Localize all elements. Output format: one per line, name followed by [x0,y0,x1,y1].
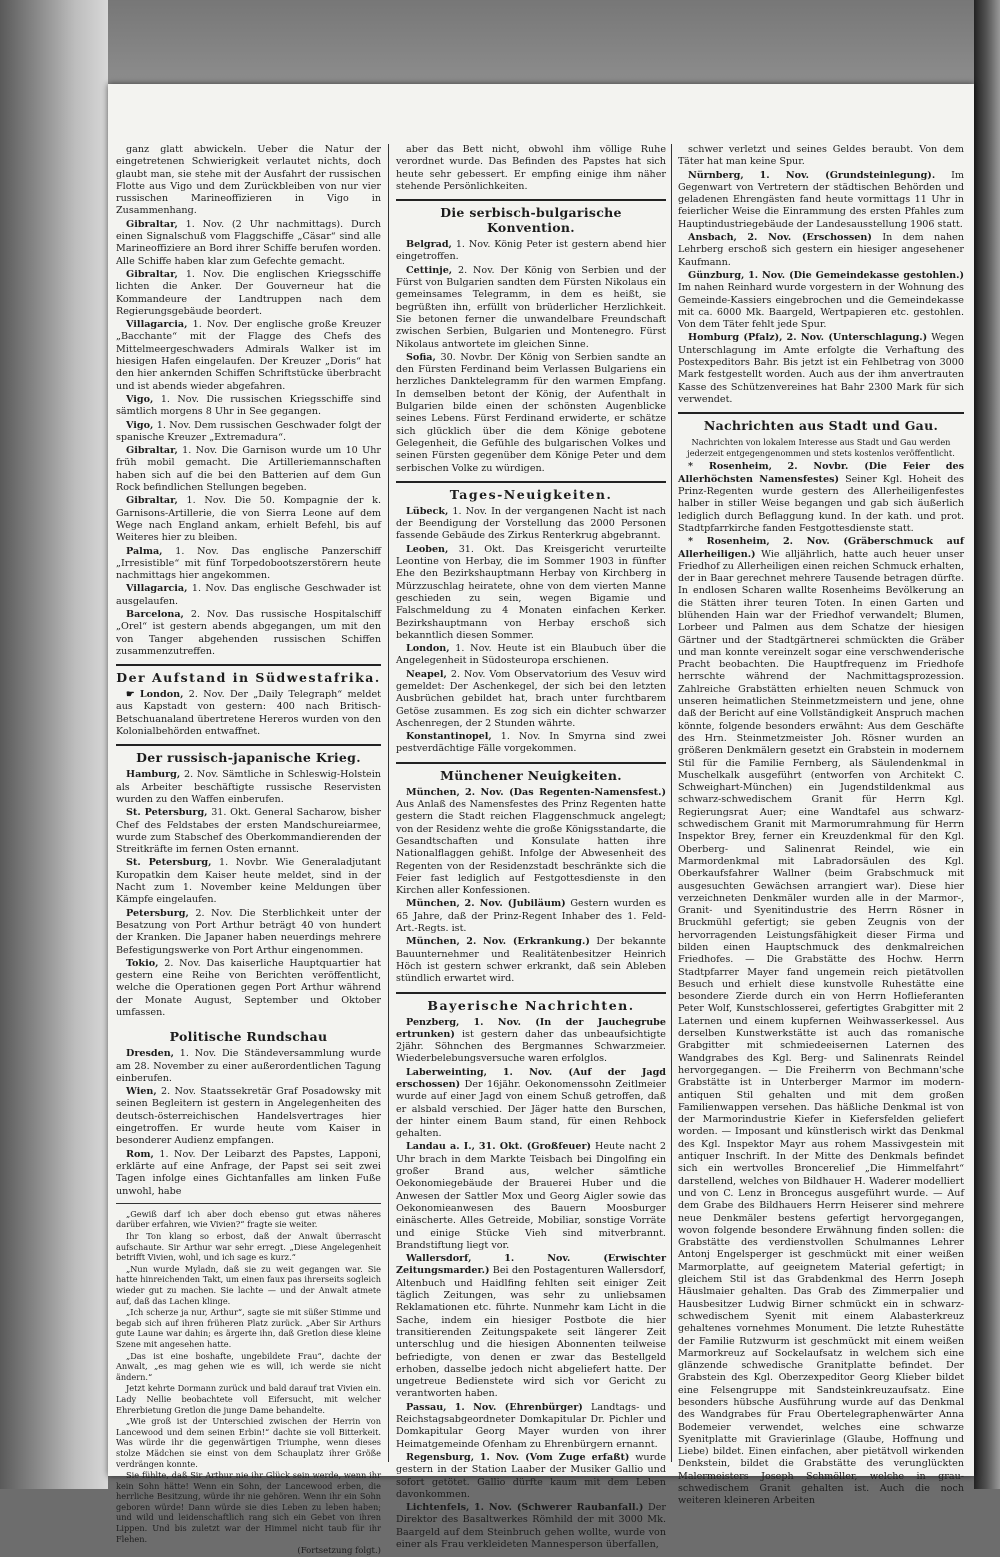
news-item: Homburg (Pfalz), 2. Nov. (Unterschlagung.) Wegen Unterschlagung im Amte erfolgte die Verhaftung des Postexpeditors Bahr. Bis jetzt ist ein Fehlbetrag von 3000 Mark festgestellt worden. Auch aus der ihm anvertrauten Kasse des Schützenvereines hat Bahr 2300 Mark für sich verwendet. [678,332,964,405]
pointing-hand-icon: ☛ [126,689,135,701]
continuation-note: (Fortsetzung folgt.) [297,1546,381,1557]
paragraph: aber das Bett nicht, obwohl ihm völlige Ruhe verordnet wurde. Das Befinden des Papstes hat sich heute sehr gebessert. Er empfing einige ihm näher stehende Persönlichkeiten. [396,144,666,192]
feuilleton-paragraph: „Das ist eine boshafte, ungebildete Frau“, dachte der Anwalt, „es mag gehen wie es will, ich werde sie nicht ändern.“ [116,1350,381,1382]
news-item: Konstantinopel, 1. Nov. In Smyrna sind zwei pestverdächtige Fälle vorgekommen. [396,731,666,755]
section-note: Nachrichten von lokalem Interesse aus Stadt und Gau werden jederzeit entgegengenommen und stets kostenlos veröffentlicht. [687,437,955,458]
news-item: Nürnberg, 1. Nov. (Grundsteinlegung). Im Gegenwart von Vertretern der städtischen Behörden und geladenen Ehrengästen fand heute vormittags 11 Uhr in feierlicher Weise die Einrammung des ersten Pfahles zum Hauptindustriegebäude der Landesausstellung 1906 statt. [678,169,964,230]
news-item: ☛ London, 2. Nov. Der „Daily Telegraph“ meldet aus Kapstadt von gestern: 400 nach Britisch-Betschuanaland übertretene Hereros wurden von den Kolonialbehörden entwaffnet. [116,689,381,738]
column-1 [116,144,381,1557]
feuilleton [116,1209,381,1557]
feuilleton-paragraph: „Wie groß ist der Unterschied zwischen der Herrin von Lancewood und dem seinen Erbin!“ dachte sie voll Bitterkeit. Was würde ihr die gegenwärtigen Triumphe, wenn dieses stolze Mädchen sie einst von dem Schauplatz ihrer Größe verdrängen konnte. [116,1416,381,1469]
news-item: Wien, 2. Nov. Staatssekretär Graf Posadowsky mit seinen Begleitern ist gestern in Angelegenheiten des deutsch-österreichischen Handelsvertrages hier eingetroffen. Er wurde heute vom Kaiser in besonderer Audienz empfangen. [116,1086,381,1147]
news-item: Laberweinting, 1. Nov. (Auf der Jagd erschossen) Der 16jähr. Oekonomenssohn Zeitlmeier wurde auf einer Jagd von einem Schuß getroffen, daß er alsbald verschied. Der Jäger hatte den Burschen, der hinter einem Baum stand, für einen Rehbock gehalten. [396,1066,666,1140]
news-item: Vigo, 1. Nov. Dem russischen Geschwader folgt der spanische Kreuzer „Extremadura“. [116,419,381,443]
news-item: Neapel, 2. Nov. Vom Observatorium des Vesuv wird gemeldet: Der Aschenkegel, der sich bei den letzten Ausbrüchen gebildet hat, brach unter furchtbarem Getöse zusammen. Es zog sich ein dichter schwarzer Aschenregen, der 2 Stunden währte. [396,668,666,729]
news-item: Tokio, 2. Nov. Das kaiserliche Hauptquartier hat gestern eine Reihe von Berichten veröffentlicht, welche die Operationen gegen Port Arthur während der Monate August, September und Oktober umfassen. [116,957,381,1018]
news-item: Lübeck, 1. Nov. In der vergangenen Nacht ist nach der Beendigung der Vorstellung das 2000 Personen fassende Gebäude des Zirkus Renterkrug abgebrannt. [396,505,666,542]
news-item: München, 2. Nov. (Erkrankung.) Der bekannte Bauunternehmer und Realitätenbesitzer Heinrich Höch ist gestern schwer erkrankt, daß sein Ableben stündlich erwartet wird. [396,936,666,985]
section-heading-muenchen: Münchener Neuigkeiten. [396,762,666,783]
news-item: Petersburg, 2. Nov. Die Sterblichkeit unter der Besatzung von Port Arthur beträgt 40 von hundert der Kranken. Die Japaner haben neuerdings mehrere Befestigungswerke von Port Arthur eingenommen. [116,907,381,956]
paragraph: schwer verletzt und seines Geldes beraubt. Von dem Täter hat man keine Spur. [678,144,964,168]
section-heading-suedwestafrika: Der Aufstand in Südwestafrika. [116,664,381,685]
news-item: Barcelona, 2. Nov. Das russische Hospitalschiff „Orel“ ist gestern abends abgegangen, um mit den von Tanger abgehenden russischen Schiffen zusammenzutreffen. [116,608,381,657]
news-item: Leoben, 31. Okt. Das Kreisgericht verurteilte Leontine von Herbay, die im Sommer 1903 in fünfter Ehe den Bezirkshauptmann Herbay von Kirchberg in Mürzzuschlag heiratete, ohne von dem vierten Manne geschieden zu sein, wegen Bigamie und Falschmeldung zu 4 Monaten einfachen Kerker. Bezirkshauptmann von Herbay erschoß sich bekanntlich diesen Sommer. [396,543,666,641]
section-heading-politik: Politische Rundschau [169,1029,328,1045]
newspaper-page [108,84,974,1557]
scan-top-margin [108,0,974,84]
section-heading-krieg: Der russisch-japanische Krieg. [116,744,381,765]
news-item: Palma, 1. Nov. Das englische Panzerschiff „Irresistible“ mit fünf Torpedobootszerstörern heute nachmittags hier angekommen. [116,545,381,582]
news-item: Gibraltar, 1. Nov. (2 Uhr nachmittags). Durch einen Signalschuß vom Flaggschiffe „Cäsar“ sind alle Marineoffiziere an Bord ihrer Schiffe berufen worden. Alle Schiffe haben klar zum Gefechte gemacht. [116,218,381,267]
section-heading-bayerisch: Bayerische Nachrichten. [396,992,666,1013]
feuilleton-divider [116,1203,381,1204]
news-item: Ansbach, 2. Nov. (Erschossen) In dem nahen Lehrberg erschoß sich gestern ein hiesiger angesehener Kaufmann. [678,232,964,268]
section-heading-serbisch: Die serbisch-bulgarische Konvention. [396,199,666,235]
news-item: * Rosenheim, 2. Novbr. (Die Feier des Allerhöchsten Namensfestes) Seiner Kgl. Hoheit des Prinz-Regenten wurde gestern des Allerheiligenfestes halber in stiller Weise begangen und gab sich äußerlich lediglich durch Beflaggung kund. In der kath. und prot. Stadtpfarrkirche fanden Festgottesdienste statt. [678,461,964,534]
news-item: Landau a. I., 31. Okt. (Großfeuer) Heute nacht 2 Uhr brach in dem Markte Teisbach bei Dingolfing ein großer Brand aus, welcher sämtliche Oekonomiegebäude der Brauerei Huber und die Anwesen der Sattler Mox und Georg Aigler sowie das Oekonomieanwesen des Bauern Moosburger einäscherte. Alles Getreide, Mobiliar, sonstige Vorräte und einige Stücke Vieh sind mitverbrannt. Brandstiftung liegt vor. [396,1141,666,1251]
paragraph: ganz glatt abwickeln. Ueber die Natur der eingetretenen Schwierigkeit verlautet nichts, doch glaubt man, sie stehe mit der Ausfahrt der russischen Flotte aus Vigo und dem Zurückbleiben von nur vier russischen Marineoffizieren in Vigo in Zusammenhang. [116,144,381,217]
news-item: Belgrad, 1. Nov. König Peter ist gestern abend hier eingetroffen. [396,239,666,263]
news-item: München, 2. Nov. (Das Regenten-Namensfest.) Aus Anlaß des Namensfestes des Prinz Regenten hatte gestern die Stadt reichen Flaggenschmuck angelegt; von der Residenz wehte die große Königsstandarte, die Gesandtschaften und Konsulate hatten ihre Nationalflaggen gehißt. Infolge der Abwesenheit des Regenten von der Residenzstadt beschränkte sich die Feier fast lediglich auf Festgottesdienste in den Kirchen aller Konfessionen. [396,786,666,897]
column-rule [388,144,389,1462]
news-item: Passau, 1. Nov. (Ehrenbürger) Landtags- und Reichstagsabgeordneter Domkapitular Dr. Pichler und Domkapitular Georg Mayer wurden von ihrer Heimatgemeinde Ofenham zu Ehrenbürgern ernannt. [396,1401,666,1450]
news-item: Wallersdorf, 1. Nov. (Erwischter Zeitungsmarder.) Bei den Postagenturen Wallersdorf, Altenbuch und Haidlfing fehlten seit einiger Zeit täglich Zeitungen, was sehr zu unliebsamen Reklamationen etc. führte. Nunmehr kam Licht in die Sache, indem ein hiesiger Postbote die hier transitierenden Zeitungspakete seit längerer Zeit unterschlug und die hiesigen Abonnenten teilweise befriedigte, von denen er zwar das Bestellgeld erhoben, dasselbe jedoch nicht abgeliefert hatte. Der ungetreue Bedienstete wird sich vor Gericht zu verantworten haben. [396,1253,666,1400]
news-item: Gibraltar, 1. Nov. Die 50. Kompagnie der k. Garnisons-Artillerie, die von Sierra Leone auf dem Wege nach England ankam, erhielt Befehl, bis auf Weiteres hier zu bleiben. [116,495,381,544]
news-item: * Rosenheim, 2. Nov. (Gräberschmuck auf Allerheiligen.) Wie alljährlich, hatte auch heuer unser Friedhof zu Allerheiligen einen reichen Schmuck erhalten, der in Baar gerechnet mehrere Tausende betragen dürfte. In endlosen Scharen wallte Rosenheims Bevölkerung an die Stätten ihrer teuren Toten. In einen Garten und blühenden Hain war der Friedhof verwandelt; Blumen, Lorbeer und Palmen aus dem Schatze der hiesigen Gärtner und der Stadtgärtnerei schmückten die Gräber und man konnte vereinzelt sogar eine verschwenderische Pracht beobachten. Die Hauptfrequenz im Friedhofe herrschte während der Nachmittagsprozession. Zahlreiche Grabstätten erhielten neuen Schmuck von unseren heimatlichen Steinmetzmeistern und jene, ohne daß der Bericht auf eine Vollständigkeit Anspruch machen könnte, folgende besonders erwähnt: Aus dem Geschäfte des Hrn. Steinmetzmeister Joh. Rösner wurden an größeren Denkmälern gesetzt ein Grabstein in modernem Stil für die Familie Fernberg, als Säulendenkmal in Muschelkalk ausgeführt (entworfen von Architekt C. Schweighart-München) ein Jugendstildenkmal aus schwarz-schwedischem Granit für Herrn Kgl. Regierungsrat Auer; eine Wandtafel aus schwarz-schwedischem Granit mit Marmorumrahmung für Herrn Inspektor Brey, ferner ein Kreuzdenkmal für den Kgl. Oberberg- und Salinenrat Reindel, wie ein Marmordenkmal mit Labradorsäulen des Kgl. Oberkaufsfahrer Wallner (beim Grabschmuck mit ausgesuchten Gewächsen arrangiert war). Diese hier verzeichneten Denkmäler wurden alle in der Marmor-, Granit- und Syenitindustrie des Herrn Rösner in Bruckmühl gefertigt; sie geben Zeugnis von der hervorragenden Leistungsfähigkeit dieser Firma und bilden einen Hauptschmuck des denkmalreichen Friedhofes. — Die Grabstätte des Hochw. Herrn Stadtpfarrer Mayer fand ungemein reich pietätvollen Besuch und erhielt diese kunstvolle Ruhestätte eine besondere Zierde durch ein von Herrn Hoflieferanten Peter Wolf, Kunstschlosserei, gefertigtes Grabgitter mit 2 Laternen und einem kupfernen Weihwasserkessel. Aus derselben Kunstwerkstätte ist auch das romanische Grabgitter mit schmiedeeisernen Laternen des Wandgrabes des Kgl. Berg- und Salinenrats Reindel hervorgegangen. — Die Freiherrn von Bechmann'sche Grabstätte ist in Unterberger Marmor im modern-antiquen Stil gehalten und mit dem großen Familienwappen versehen. Das häßliche Denkmal ist von der Marmorindustrie Kiefer in Kiefersfelden geliefert worden. — Imposant und künstlerisch wirkt das Denkmal des Kgl. Inspektor Mayr aus rohem Massivgestein mit antiquer Inschrift. In der Mitte des Denkmals befindet sich ein wertvolles Broncerelief „Die Himmelfahrt“ darstellend, welches von Bildhauer H. Waderer modelliert und von C. Lenz in Broncegus ausgeführt wurde. — Auf dem Grabe des Bildhauers Herrn Heiserer sind mehrere neue Denkmäler bestens gefertigt hervorgegangen, wovon folgende besondere Erwähnung finden sollen: die Grabstätte des verdienstvollen Schulmannes Lehrer Antonj Engelsperger ist geschmückt mit einer weißen Marmorplatte, auf geeignetem Material gefertigt; in gleichem Stil ist das Grabdenkmal des Herrn Joseph Häuslmaier gehalten. Das Grab des Zimmerpalier und Hausbesitzer Ludwig Birner schmückt ein in schwarz-schwedischem Syenit mit einem Alabasterkreuz gehaltenes vornehmes Monument. Die letzte Ruhestätte der Familie Rutzwurm ist geschmückt mit einem weißen Marmorkreuz auf Sockelaufsatz in welchem sich eine glänzende schwedische Granitplatte befindet. Der Grabstein des Kgl. Oberzexpeditor Georg Klieber bildet eine Felsengruppe mit Sandsteinkreuzaufsatz. Eine besonders hübsche Ausführung wurde auf das Denkmal des Wandgrabes für Frau Obertelegraphenwärter Anna Bodemeier verwendet, welches eine schwarze Syenitplatte mit Gravierinlage (Glaube, Hoffnung und Liebe) bildet. Einen einfachen, aber pietätvoll wirkenden Denkstein, bildet die Grabstätte des verunglückten Malermeisters Joseph Schmöller, welche in grau-schwedischem Granit gehalten ist. Auch die noch weiteren kleineren Arbeiten [678,536,964,1507]
news-item: Vigo, 1. Nov. Die russischen Kriegsschiffe sind sämtlich morgens 8 Uhr in See gegangen. [116,393,381,418]
feuilleton-paragraph: Ihr Ton klang so erbost, daß der Anwalt überrascht aufschaute. Sir Arthur war sehr erregt. „Diese Angelegenheit betrifft Vivien, wohl, und ich sage es kurz.“ [116,1231,381,1263]
news-item: London, 1. Nov. Heute ist ein Blaubuch über die Angelegenheit in Südosteuropa erschienen. [396,643,666,667]
news-item: Lichtenfels, 1. Nov. (Schwerer Raubanfall.) Der Direktor des Basaltwerkes Römhild der mit 3000 Mk. Baargeld auf dem Steinbruch gehen wollte, wurde von einer als Frau verkleideten Mannesperson überfallen, [396,1502,666,1550]
column-3 [678,144,964,1507]
feuilleton-paragraph: „Nun wurde Myladn, daß sie zu weit gegangen war. Sie hatte hinreichenden Takt, um einen faux pas ihrerseits sogleich wieder gut zu machen. Sie lachte — und der Anwalt atmete auf, daß das Lachen klinge. [116,1263,381,1306]
feuilleton-paragraph: Jetzt kehrte Dormann zurück und bald darauf trat Vivien ein. Lady Nellie beobachtete voll Eifersucht, mit welcher Ehrerbietung Gretlon die junge Dame behandelte. [116,1383,381,1415]
news-item: Penzberg, 1. Nov. (In der Jauchegrube ertrunken) ist gestern daher das unbeaufsichtigte 2jähr. Söhnchen des Bergmannes Schwarzmeier. Wiederbelebungsversuche waren erfolglos. [396,1016,666,1065]
column-2 [396,144,666,1550]
scan-right-margin [974,0,1000,1489]
news-item: Cettinje, 2. Nov. Der König von Serbien und der Fürst von Bulgarien sandten dem Fürsten Nikolaus ein gemeinsames Telegramm, in dem es heißt, sie begrüßten ihn, erfüllt von brüderlicher Herzlichkeit. Sie betonen ferner die unwandelbare Freundschaft zwischen Serbien, Bulgarien und Montenegro. Fürst Nikolaus antwortete im gleichen Sinne. [396,264,666,350]
column-rule [671,144,672,1462]
news-item: Villagarcia, 1. Nov. Der englische große Kreuzer „Bacchante“ mit der Flagge des Chefs des Mittelmeergeschwaders Admirals Walker ist im hiesigen Hafen eingelaufen. Der Kreuzer „Doris“ hat den hier ankernden Schiffen Schriftstücke überbracht und ist abends wieder abgefahren. [116,319,381,392]
news-item: St. Petersburg, 1. Novbr. Wie Generaladjutant Kuropatkin dem Kaiser heute meldet, sind in der Nacht zum 1. November keine Meldungen über Kämpfe eingelaufen. [116,857,381,906]
section-heading-tages: Tages-Neuigkeiten. [396,481,666,502]
news-item: Sofia, 30. Novbr. Der König von Serbien sandte an den Fürsten Ferdinand beim Verlassen Bulgariens ein herzliches Danktelegramm für den warmen Empfang. In demselben betont der König, der Aufenthalt in Bulgarien bilde einen der schönsten Augenblicke seines Lebens. Fürst Ferdinand erwiderte, er schätze sich glücklich über die dem Könige gebotene Gelegenheit, die Gefühle des bulgarischen Volkes und seinen Fürsten gegenüber dem Könige Peter und dem serbischen Volke zu würdigen. [396,351,666,474]
feuilleton-paragraph: „Ich scherze ja nur, Arthur“, sagte sie mit süßer Stimme und begab sich auf ihren früheren Platz zurück. „Aber Sir Arthurs gute Laune war dahin; es ärgerte ihn, daß Gretlon diese kleine Szene mit angesehen hatte. [116,1307,381,1349]
feuilleton-paragraph: „Gewiß darf ich aber doch ebenso gut etwas näheres darüber erfahren, wie Vivien?“ fragte sie weiter. [116,1208,381,1230]
news-item: St. Petersburg, 31. Okt. General Sacharow, bisher Chef des Feldstabes der ersten Mandschureiarmee, wurde zum Stabschef des Oberkommandierenden der Streitkräfte im fernen Osten ernannt. [116,807,381,856]
news-item: Rom, 1. Nov. Der Leibarzt des Papstes, Lapponi, erklärte auf eine Anfrage, der Papst sei seit zwei Tagen infolge eines Gichtanfalles am linken Fuße unwohl, habe [116,1148,381,1197]
news-item: Villagarcia, 1. Nov. Das englische Geschwader ist ausgelaufen. [116,583,381,607]
news-item: Regensburg, 1. Nov. (Vom Zuge erfaßt) wurde gestern in der Station Laaber der Musiker Gallio und sofort getötet. Gallio dürfte kaum mit dem Leben davonkommen. [396,1451,666,1500]
news-item: Günzburg, 1. Nov. (Die Gemeindekasse gestohlen.) Im nahen Reinhard wurde vorgestern in der Wohnung des Gemeinde-Kassiers eingebrochen und die Gemeindekasse mit ca. 6000 Mk. Baargeld, Wertpapieren etc. gestohlen. Von dem Täter fehlt jede Spur. [678,269,964,331]
feuilleton-paragraph: Sie fühlte, daß Sir Arthur nie ihr Glück sein werde, wenn ihr kein Sohn hätte! Wenn ein Sohn, der Lancewood erben, die herrliche Besitzung, würde ihr nie gehören. Wenn ihr ein Sohn geboren würde! Dann würde sie dies Leben zu leben haben; und wild und leidenschaftlich rang sich ein Gebet von ihren Lippen. Und bis zuletzt war der Himmel nicht taub für ihr Flehen. [116,1470,381,1544]
scan-left-margin [0,0,108,1489]
news-item: München, 2. Nov. (Jubiläum) Gestern wurden es 65 Jahre, daß der Prinz-Regent Inhaber des 1. Feld-Art.-Regts. ist. [396,898,666,935]
news-item: Gibraltar, 1. Nov. Die englischen Kriegsschiffe lichten die Anker. Der Gouverneur hat die Kommandeure der Landtruppen nach dem Regierungsgebäude beordert. [116,268,381,317]
news-item: Gibraltar, 1. Nov. Die Garnison wurde um 10 Uhr früh mobil gemacht. Die Artilleriemannschaften haben sich auf die bei den Batterien auf dem Gun Rock befindlichen Stellungen begeben. [116,445,381,494]
section-heading-stadt-gau: Nachrichten aus Stadt und Gau. [678,412,964,433]
news-item: Hamburg, 2. Nov. Sämtliche in Schleswig-Holstein als Arbeiter beschäftigte russische Reservisten wurden zu den Waffen einberufen. [116,769,381,805]
news-item: Dresden, 1. Nov. Die Ständeversammlung wurde am 28. November zu einer außerordentlichen Tagung einberufen. [116,1048,381,1084]
